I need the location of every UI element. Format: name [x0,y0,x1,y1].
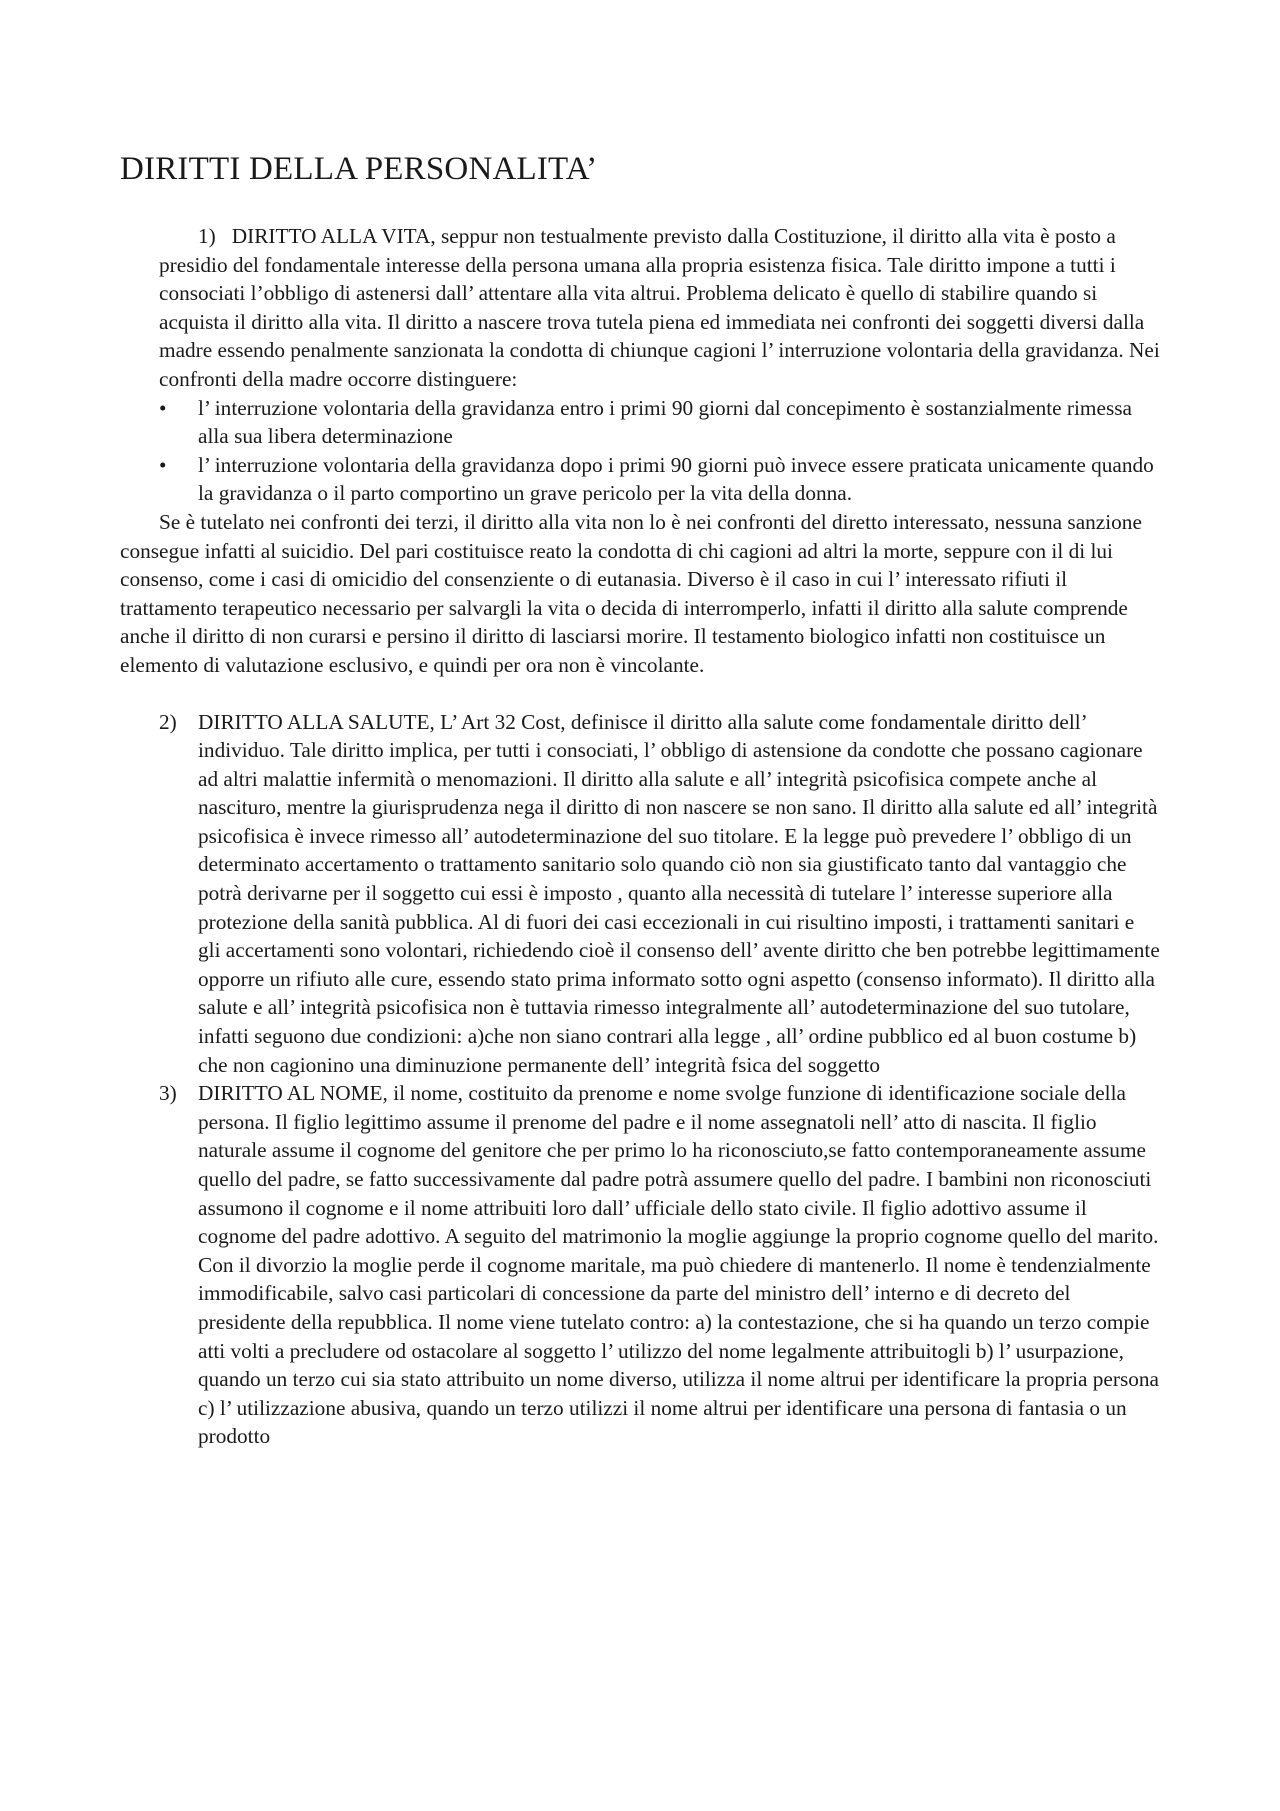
list-item-number: 1) [198,224,216,248]
page-title: DIRITTI DELLA PERSONALITA’ [120,151,598,187]
bullet-icon: • [159,452,167,477]
list-item-diritto-alla-salute [159,708,1160,1080]
document-body [120,222,1160,1451]
list-item-diritto-al-nome [159,1079,1160,1451]
bullet-text: l’ interruzione volontaria della gravidanza entro i primi 90 giorni dal concepimento è sostanzialmente rimessa alla sua libera determinazione [198,395,1132,449]
bullet-icon: • [159,395,167,420]
list-item-text: DIRITTO ALLA SALUTE, L’ Art 32 Cost, definisce il diritto alla salute come fondamentale diritto dell’ individuo. Tale diritto implica, per tutti i consociati, l’ obbligo di astensione da condotte che possano cagionare ad altri malattie infermità o menomazioni. Il diritto alla salute e all’ integrità psicofisica compete anche al nascituro, mentre la giurisprudenza nega il diritto di non nascere se non sano. Il diritto alla salute ed all’ integrità psicofisica è invece rimesso all’ autodeterminazione del suo titolare. E la legge può prevedere l’ obbligo di un determinato accertamento o trattamento sanitario solo quando ciò non sia giustificato tanto dal vantaggio che potrà derivarne per il soggetto cui essi è imposto , quanto alla necessità di tutelare l’ interesse superiore alla protezione della sanità pubblica. Al di fuori dei casi eccezionali in cui risultino imposti, i trattamenti sanitari e gli accertamenti sono volontari, richiedendo cioè il consenso dell’ avente diritto che ben potrebbe legittimamente opporre un rifiuto alle cure, essendo stato prima informato sotto ogni aspetto (consenso informato). Il diritto alla salute e all’ integrità psicofisica non è tuttavia rimesso integralmente all’ autodeterminazione del suo tutolare, infatti seguono due condizioni: a)che non siano contrari alla legge , all’ ordine pubblico ed al buon costume b) che non cagionino una diminuzione permanente dell’ integrità fsica del soggetto [198,709,1160,1077]
list-item-text: DIRITTO AL NOME, il nome, costituito da prenome e nome svolge funzione di identificazione sociale della persona. Il figlio legittimo assume il prenome del padre e il nome assegnatoli nell’ atto di nascita. Il figlio naturale assume il cognome del genitore che per primo lo ha riconosciuto,se fatto contemporaneamente assume quello del padre, se fatto successivamente dal padre potrà assumere quello del padre. I bambini non riconosciuti assumono il cognome e il nome attribuiti loro dall’ ufficiale dello stato civile. Il figlio adottivo assume il cognome del padre adottivo. A seguito del matrimonio la moglie aggiunge la proprio cognome quello del marito. Con il divorzio la moglie perde il cognome maritale, ma può chiedere di mantenerlo. Il nome è tendenzialmente immodificabile, salvo casi particolari di concessione da parte del ministro dell’ interno e di decreto del presidente della repubblica. Il nome viene tutelato contro: a) la contestazione, che si ha quando un terzo compie atti volti a precludere od ostacolare al soggetto l’ utilizzo del nome legalmente attribuitogli b) l’ usurpazione, quando un terzo cui sia stato attribuito un nome diverso, utilizza il nome altrui per identificare la propria persona c) l’ utilizzazione abusiva, quando un terzo utilizzi il nome altrui per identificare una persona di fantasia o un prodotto [198,1081,1160,1449]
bullet-item [159,394,1160,451]
spacer [120,680,1160,708]
list-item-diritto-alla-vita [159,222,1160,394]
paragraph-continuation: Se è tutelato nei confronti dei terzi, il diritto alla vita non lo è nei confronti del diretto interessato, nessuna sanzione consegue infatti al suicidio. Del pari costituisce reato la condotta di chi cagioni ad altri la morte, seppure con il di lui consenso, come i casi di omicidio del consenziente o di eutanasia. Diverso è il caso in cui l’ interessato rifiuti il trattamento terapeutico necessario per salvargli la vita o decida di interromperlo, infatti il diritto alla salute comprende anche il diritto di non curarsi e persino il diritto di lasciarsi morire. Il testamento biologico infatti non costituisce un elemento di valutazione esclusivo, e quindi per ora non è vincolante. [120,509,1142,677]
bullet-text: l’ interruzione volontaria della gravidanza dopo i primi 90 giorni può invece essere praticata unicamente quando la gravidanza o il parto comportino un grave pericolo per la vita della donna. [198,452,1154,506]
list-item-number: 3) [159,1081,177,1106]
list-item-text: DIRITTO ALLA VITA, seppur non testualmente previsto dalla Costituzione, il diritto alla vita è posto a presidio del fondamentale interesse della persona umana alla propria esistenza fisica. Tale diritto impone a tutti i consociati l’obbligo di astenersi dall’ attentare alla vita altrui. Problema delicato è quello di stabilire quando si acquista il diritto alla vita. Il diritto a nascere trova tutela piena ed immediata nei confronti dei soggetti diversi dalla madre essendo penalmente sanzionata la condotta di chiunque cagioni l’ interruzione volontaria della gravidanza. Nei confronti della madre occorre distinguere: [159,224,1160,391]
bullet-item [159,451,1160,508]
list-item-number: 2) [159,709,177,734]
